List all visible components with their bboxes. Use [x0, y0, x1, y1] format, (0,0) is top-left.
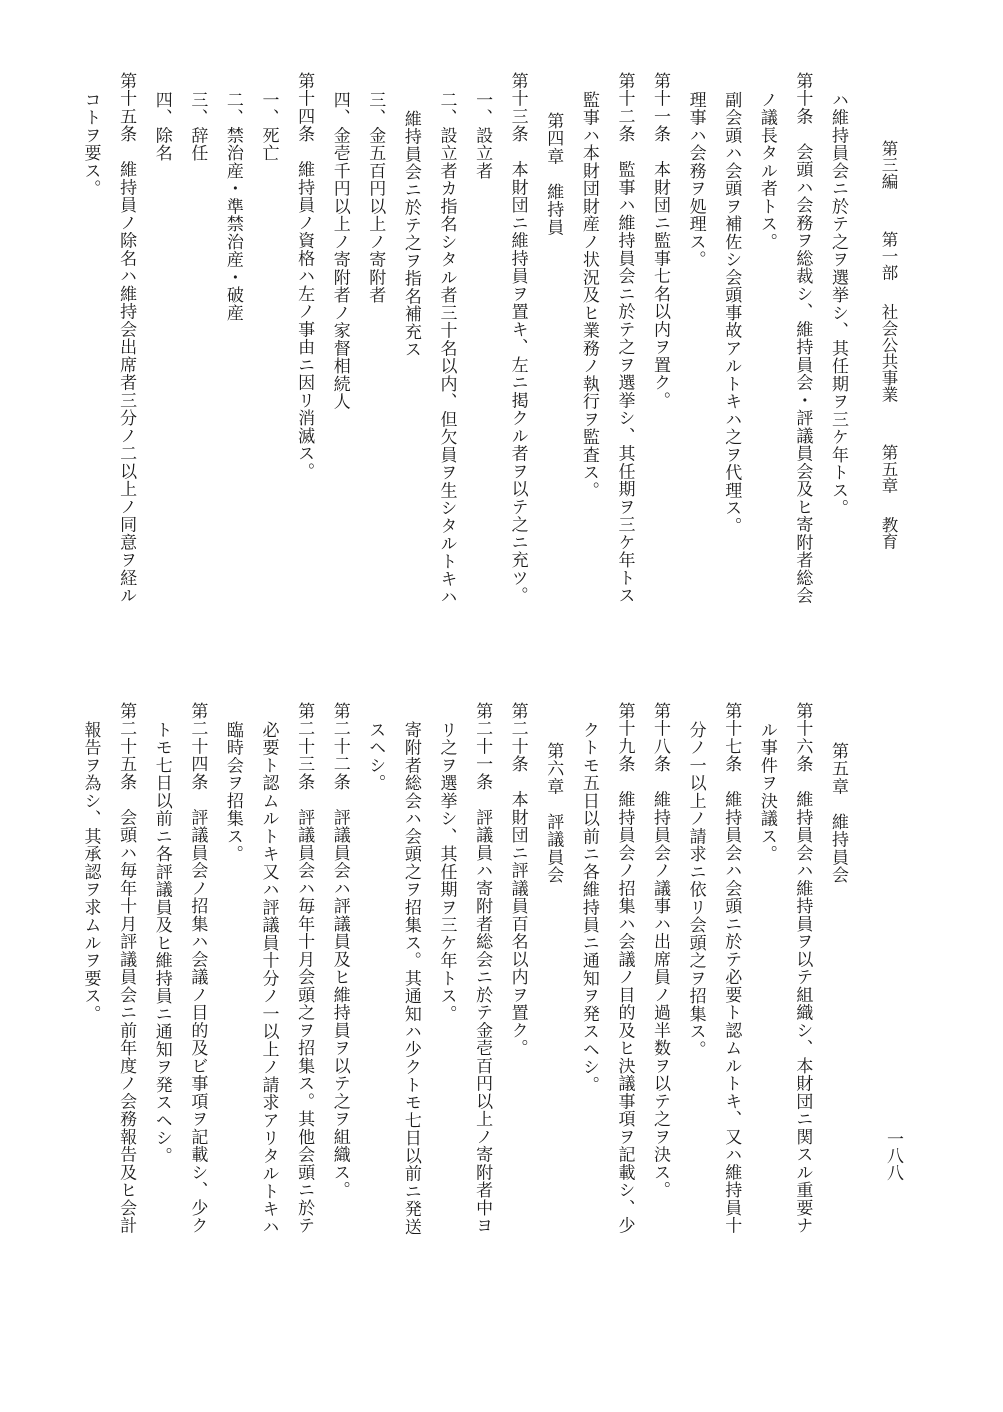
- header-volume: 第三編: [879, 140, 898, 190]
- text-line: 臨時会ヲ招集ス。: [222, 721, 243, 863]
- page-number: 一八八: [883, 1130, 903, 1181]
- text-line: スヘシ。: [365, 721, 386, 792]
- article-line: 第十六条 維持員会ハ維持員ヲ以テ組織シ、本財団ニ関スル重要ナ: [792, 702, 813, 1235]
- article-line: 第十八条 維持員会ノ議事ハ出席員ノ過半数ヲ以テ之ヲ決ス。: [650, 702, 671, 1199]
- text-line: ル事件ヲ決議ス。: [756, 721, 777, 863]
- article-line: 第十七条 維持員会ハ会頭ニ於テ必要ト認ムルトキ、又ハ維持員十: [721, 702, 742, 1235]
- article-line: 第二十一条 評議員ハ寄附者総会ニ於テ金壱百円以上ノ寄附者中ヨ: [472, 702, 493, 1235]
- text-line: コトヲ要ス。: [80, 91, 101, 198]
- text-line: 維持員会ニ於テ之ヲ指名補充ス: [400, 110, 421, 359]
- text-line: トモ七日以前ニ各評議員及ヒ維持員ニ通知ヲ発スヘシ。: [151, 721, 172, 1165]
- header-part: 第一部: [879, 230, 898, 281]
- header-topic: 教育: [879, 516, 898, 550]
- article-line: 第十条 会頭ハ会務ヲ総裁シ、維持員会・評議員会及ヒ寄附者総会: [792, 72, 813, 605]
- text-line: 監事ハ本財団財産ノ状況及ヒ業務ノ執行ヲ監査ス。: [578, 91, 599, 500]
- list-item: 一、設立者: [472, 91, 493, 180]
- article-line: 第二十二条 評議員会ハ評議員及ヒ維持員ヲ以テ之ヲ組織ス。: [329, 702, 350, 1199]
- chapter-heading: 第六章 評議員会: [543, 742, 564, 884]
- lower-text-block: [72, 702, 855, 1322]
- header-section: 社会公共事業: [879, 303, 898, 403]
- chapter-heading: 第五章 維持員会: [828, 742, 848, 884]
- list-item: 二、設立者カ指名シタル者三十名以内、但欠員ヲ生シタルトキハ: [436, 91, 457, 606]
- text-line: クトモ五日以前ニ各維持員ニ通知ヲ発スヘシ。: [578, 721, 599, 1094]
- text-line: 報告ヲ為シ、其承認ヲ求ムルヲ要ス。: [80, 721, 101, 1023]
- running-header: [860, 140, 900, 740]
- text-line: ノ議長タル者トス。: [756, 91, 777, 251]
- article-line: 第十四条 維持員ノ資格ハ左ノ事由ニ因リ消滅ス。: [294, 72, 315, 481]
- list-item: 四、金壱千円以上ノ寄附者ノ家督相続人: [329, 91, 350, 411]
- article-line: 第二十条 本財団ニ評議員百名以内ヲ置ク。: [507, 702, 528, 1057]
- article-line: 第十九条 維持員会ノ招集ハ会議ノ目的及ヒ決議事項ヲ記載シ、少: [614, 702, 635, 1235]
- text-line: ハ維持員会ニ於テ之ヲ選挙シ、其任期ヲ三ケ年トス。: [828, 91, 848, 517]
- header-chapter: 第五章: [879, 443, 898, 494]
- list-item: 四、除名: [151, 91, 172, 162]
- text-line: 必要ト認ムルトキ又ハ評議員十分ノ一以上ノ請求アリタルトキハ: [258, 721, 279, 1236]
- list-item: 三、辞任: [187, 91, 208, 162]
- list-item: 三、金五百円以上ノ寄附者: [365, 91, 386, 304]
- article-line: 第十二条 監事ハ維持員会ニ於テ之ヲ選挙シ、其任期ヲ三ケ年トス: [614, 72, 635, 605]
- article-line: 第十一条 本財団ニ監事七名以内ヲ置ク。: [650, 72, 671, 410]
- text-line: リ之ヲ選挙シ、其任期ヲ三ケ年トス。: [436, 721, 457, 1023]
- article-line: 第十五条 維持員ノ除名ハ維持会出席者三分ノ二以上ノ同意ヲ経ル: [116, 72, 137, 605]
- text-line: 分ノ一以上ノ請求ニ依リ会頭之ヲ招集ス。: [685, 721, 706, 1059]
- article-line: 第二十四条 評議員会ノ招集ハ会議ノ目的及ビ事項ヲ記載シ、少ク: [187, 702, 208, 1235]
- text-line: 寄附者総会ハ会頭之ヲ招集ス。其通知ハ少クトモ七日以前ニ発送: [400, 721, 421, 1236]
- article-line: 第十三条 本財団ニ維持員ヲ置キ、左ニ掲クル者ヲ以テ之ニ充ツ。: [507, 72, 528, 605]
- list-item: 二、禁治産・準禁治産・破産: [222, 91, 243, 322]
- chapter-heading: 第四章 維持員: [543, 112, 564, 237]
- article-line: 第二十五条 会頭ハ毎年十月評議員会ニ前年度ノ会務報告及ヒ会計: [116, 702, 137, 1235]
- text-line: 副会頭ハ会頭ヲ補佐シ会頭事故アルトキハ之ヲ代理ス。: [721, 91, 742, 535]
- text-line: 理事ハ会務ヲ処理ス。: [685, 91, 706, 269]
- upper-text-block: [72, 72, 855, 672]
- list-item: 一、死亡: [258, 91, 279, 162]
- article-line: 第二十三条 評議員会ハ毎年十月会頭之ヲ招集ス。其他会頭ニ於テ: [294, 702, 315, 1235]
